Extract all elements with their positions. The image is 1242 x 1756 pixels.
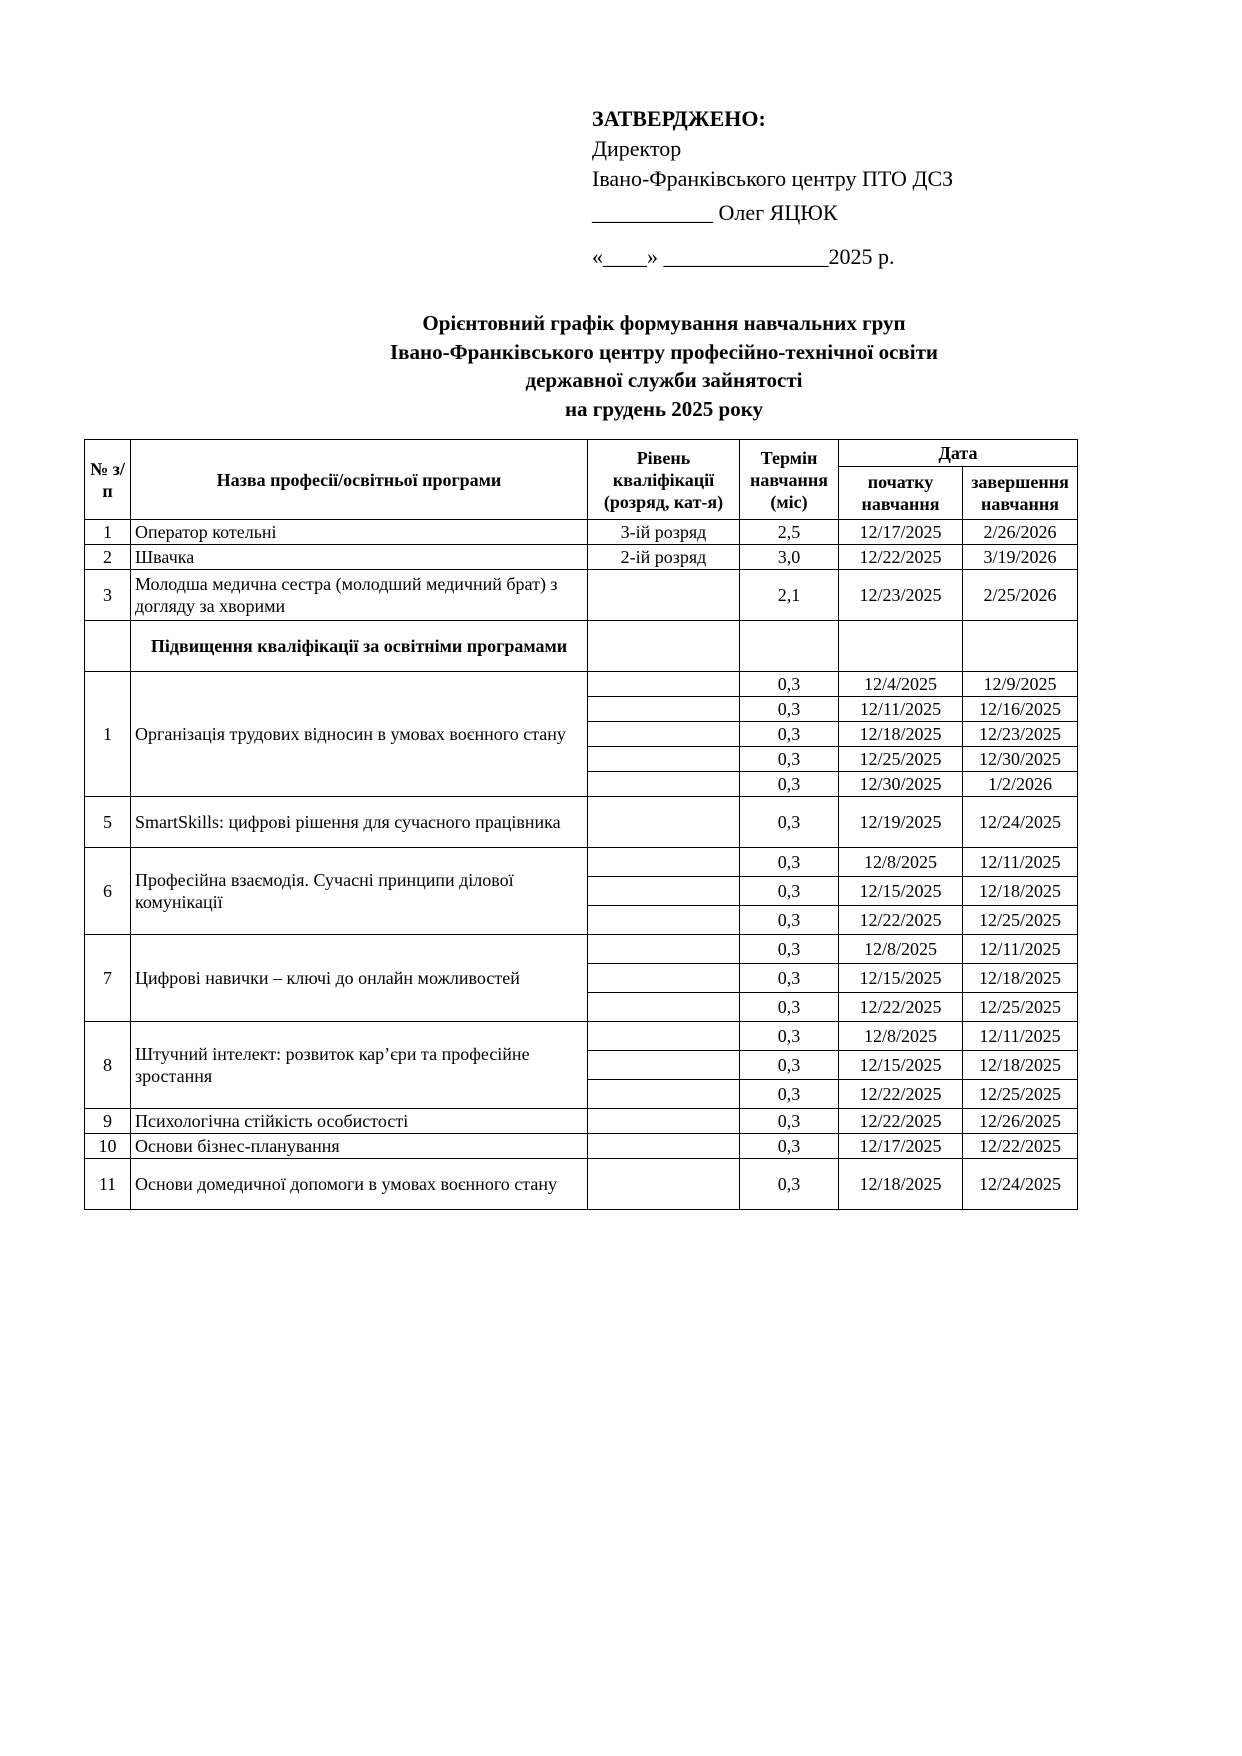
qualification-level — [588, 747, 740, 772]
end-date: 12/26/2025 — [963, 1109, 1078, 1134]
section-row — [85, 621, 1078, 672]
header-start: початку навчання — [839, 467, 963, 520]
training-term: 0,3 — [740, 1022, 839, 1051]
program-name: Основи бізнес-планування — [131, 1134, 588, 1159]
profession-name: Оператор котельні — [131, 520, 588, 545]
row-number: 2 — [85, 545, 131, 570]
qualification-level — [588, 964, 740, 993]
qualification-level — [588, 1109, 740, 1134]
row-number: 8 — [85, 1022, 131, 1109]
title-line-4: на грудень 2025 року — [564, 396, 764, 421]
start-date: 12/17/2025 — [839, 1134, 963, 1159]
start-date: 12/15/2025 — [839, 877, 963, 906]
qualification-level — [588, 906, 740, 935]
start-date: 12/15/2025 — [839, 964, 963, 993]
end-date: 12/11/2025 — [963, 1022, 1078, 1051]
start-date: 12/22/2025 — [839, 1109, 963, 1134]
program-name: Психологічна стійкість особистості — [131, 1109, 588, 1134]
training-term: 0,3 — [740, 906, 839, 935]
end-date: 12/25/2025 — [963, 993, 1078, 1022]
program-session-row — [85, 797, 1078, 848]
row-number: 1 — [85, 520, 131, 545]
profession-row — [85, 570, 1078, 621]
document-title — [84, 309, 1242, 423]
end-date: 12/18/2025 — [963, 877, 1078, 906]
header-level: Рівень кваліфікації (розряд, кат-я) — [588, 440, 740, 520]
row-number: 5 — [85, 797, 131, 848]
header-term: Термін навчання (міс) — [740, 440, 839, 520]
end-date: 12/16/2025 — [963, 697, 1078, 722]
profession-row — [85, 545, 1078, 570]
start-date: 12/18/2025 — [839, 1159, 963, 1210]
start-date: 12/4/2025 — [839, 672, 963, 697]
training-term: 0,3 — [740, 935, 839, 964]
training-term: 2,5 — [740, 520, 839, 545]
end-date: 3/19/2026 — [963, 545, 1078, 570]
training-term: 2,1 — [740, 570, 839, 621]
qualification-level — [588, 570, 740, 621]
header-date: Дата — [839, 440, 1078, 467]
start-date: 12/25/2025 — [839, 747, 963, 772]
row-number: 10 — [85, 1134, 131, 1159]
end-date: 12/11/2025 — [963, 848, 1078, 877]
approval-date-line: «____» _______________2025 р. — [592, 244, 895, 269]
training-term: 0,3 — [740, 1159, 839, 1210]
profession-name: Швачка — [131, 545, 588, 570]
row-number: 3 — [85, 570, 131, 621]
approval-organization: Івано-Франківського центру ПТО ДСЗ — [592, 166, 954, 191]
qualification-level — [588, 1080, 740, 1109]
training-term: 0,3 — [740, 848, 839, 877]
header-name: Назва професії/освітньої програми — [131, 440, 588, 520]
end-date: 2/26/2026 — [963, 520, 1078, 545]
program-session-row — [85, 672, 1078, 697]
start-date: 12/22/2025 — [839, 993, 963, 1022]
qualification-level — [588, 672, 740, 697]
schedule-table — [84, 439, 1078, 1210]
header-number: № з/п — [85, 440, 131, 520]
training-term: 0,3 — [740, 964, 839, 993]
row-number: 11 — [85, 1159, 131, 1210]
end-date: 12/25/2025 — [963, 906, 1078, 935]
qualification-level — [588, 848, 740, 877]
training-term: 0,3 — [740, 722, 839, 747]
start-date: 12/17/2025 — [839, 520, 963, 545]
training-term: 0,3 — [740, 672, 839, 697]
program-name: Цифрові навички – ключі до онлайн можливостей — [131, 935, 588, 1022]
header-end: завершення навчання — [963, 467, 1078, 520]
end-date: 12/11/2025 — [963, 935, 1078, 964]
start-date: 12/15/2025 — [839, 1051, 963, 1080]
start-date: 12/22/2025 — [839, 1080, 963, 1109]
approval-block — [592, 104, 953, 272]
training-term: 0,3 — [740, 772, 839, 797]
end-date: 12/25/2025 — [963, 1080, 1078, 1109]
qualification-level — [588, 935, 740, 964]
training-term: 0,3 — [740, 1134, 839, 1159]
section-empty-cell — [963, 621, 1078, 672]
profession-name: Молодша медична сестра (молодший медичний брат) з догляду за хворими — [131, 570, 588, 621]
program-name: Штучний інтелект: розвиток кар’єри та професійне зростання — [131, 1022, 588, 1109]
training-term: 0,3 — [740, 697, 839, 722]
training-term: 3,0 — [740, 545, 839, 570]
qualification-level — [588, 772, 740, 797]
profession-row — [85, 520, 1078, 545]
training-term: 0,3 — [740, 877, 839, 906]
program-name: Основи домедичної допомоги в умовах воєнного стану — [131, 1159, 588, 1210]
training-term: 0,3 — [740, 1080, 839, 1109]
start-date: 12/11/2025 — [839, 697, 963, 722]
qualification-level: 3-ій розряд — [588, 520, 740, 545]
approval-heading: ЗАТВЕРДЖЕНО: — [592, 106, 766, 131]
qualification-level — [588, 877, 740, 906]
training-term: 0,3 — [740, 747, 839, 772]
program-session-row — [85, 935, 1078, 964]
qualification-level — [588, 797, 740, 848]
program-session-row — [85, 1134, 1078, 1159]
approval-position: Директор — [592, 136, 682, 161]
title-line-3: державної служби зайнятості — [525, 368, 803, 392]
section-empty-cell — [740, 621, 839, 672]
title-line-2: Івано-Франківського центру професійно-технічної освіти — [389, 339, 939, 364]
end-date: 12/24/2025 — [963, 797, 1078, 848]
program-name: SmartSkills: цифрові рішення для сучасного працівника — [131, 797, 588, 848]
start-date: 12/22/2025 — [839, 906, 963, 935]
program-name: Організація трудових відносин в умовах воєнного стану — [131, 672, 588, 797]
program-name: Професійна взаємодія. Сучасні принципи ділової комунікації — [131, 848, 588, 935]
start-date: 12/18/2025 — [839, 722, 963, 747]
program-session-row — [85, 1159, 1078, 1210]
row-number: 6 — [85, 848, 131, 935]
training-term: 0,3 — [740, 1051, 839, 1080]
end-date: 12/24/2025 — [963, 1159, 1078, 1210]
start-date: 12/23/2025 — [839, 570, 963, 621]
qualification-level — [588, 993, 740, 1022]
end-date: 12/9/2025 — [963, 672, 1078, 697]
qualification-level — [588, 1051, 740, 1080]
schedule-body — [85, 520, 1078, 1210]
start-date: 12/19/2025 — [839, 797, 963, 848]
section-number-empty — [85, 621, 131, 672]
training-term: 0,3 — [740, 797, 839, 848]
program-session-row — [85, 1022, 1078, 1051]
section-empty-cell — [839, 621, 963, 672]
start-date: 12/8/2025 — [839, 1022, 963, 1051]
end-date: 12/22/2025 — [963, 1134, 1078, 1159]
row-number: 7 — [85, 935, 131, 1022]
end-date: 1/2/2026 — [963, 772, 1078, 797]
row-number: 1 — [85, 672, 131, 797]
qualification-level — [588, 697, 740, 722]
end-date: 12/18/2025 — [963, 1051, 1078, 1080]
title-line-1: Орієнтовний графік формування навчальних груп — [422, 311, 906, 335]
section-title: Підвищення кваліфікації за освітніми програмами — [131, 621, 588, 672]
end-date: 12/23/2025 — [963, 722, 1078, 747]
training-term: 0,3 — [740, 993, 839, 1022]
row-number: 9 — [85, 1109, 131, 1134]
program-session-row — [85, 1109, 1078, 1134]
qualification-level: 2-ій розряд — [588, 545, 740, 570]
end-date: 12/18/2025 — [963, 964, 1078, 993]
program-session-row — [85, 848, 1078, 877]
start-date: 12/8/2025 — [839, 848, 963, 877]
start-date: 12/8/2025 — [839, 935, 963, 964]
end-date: 2/25/2026 — [963, 570, 1078, 621]
qualification-level — [588, 722, 740, 747]
start-date: 12/22/2025 — [839, 545, 963, 570]
qualification-level — [588, 1134, 740, 1159]
start-date: 12/30/2025 — [839, 772, 963, 797]
qualification-level — [588, 1022, 740, 1051]
end-date: 12/30/2025 — [963, 747, 1078, 772]
section-empty-cell — [588, 621, 740, 672]
qualification-level — [588, 1159, 740, 1210]
approval-signature-line: ___________ Олег ЯЦЮК — [592, 200, 838, 225]
training-term: 0,3 — [740, 1109, 839, 1134]
